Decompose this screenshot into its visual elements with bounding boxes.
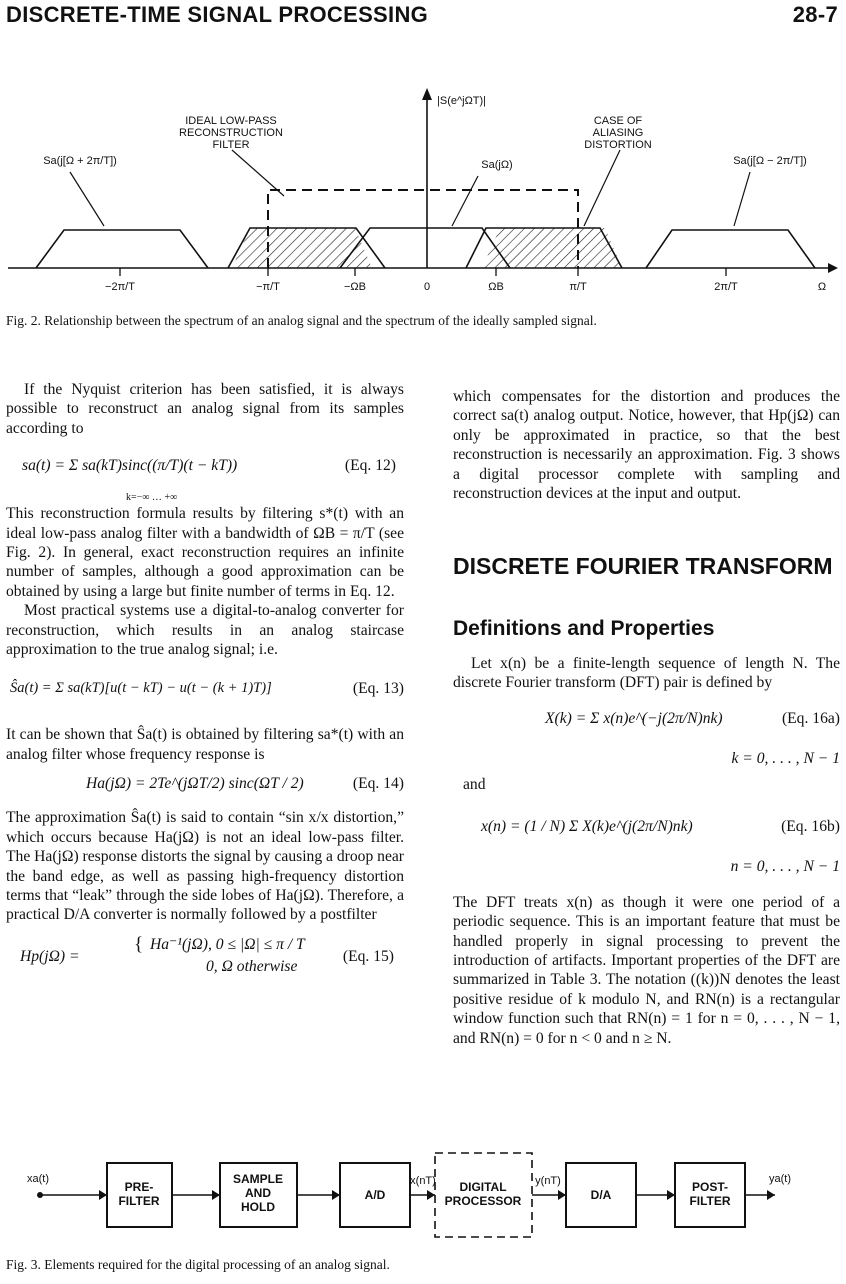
block-label: PROCESSOR	[444, 1194, 522, 1208]
fig3-block-diagram	[0, 1138, 846, 1258]
signal-label: ya(t)	[769, 1173, 791, 1185]
and-word: and	[463, 775, 486, 793]
equation-number: (Eq. 16b)	[781, 817, 840, 835]
equation-case: 0, Ω otherwise	[206, 957, 298, 975]
tick-label: π/T	[569, 281, 587, 293]
equation-body: X(k) = Σ x(n)e^(−j(2π/N)nk)	[545, 709, 723, 727]
equation-16b	[453, 801, 840, 857]
equation-13	[6, 659, 404, 725]
left-column	[6, 380, 404, 987]
block-label: D/A	[590, 1188, 612, 1202]
signal-label: y(nT)	[535, 1175, 561, 1187]
paragraph: This reconstruction formula results by filtering s*(t) with an ideal low-pass analog filter with a bandwidth of ΩB = π/T (see Fig. 2). In general, exact reconstruction requires an infinite number of samples, although a good approximation can be obtained by using a large but finite number of terms in Eq. 12.	[6, 505, 404, 600]
left-image-label: Sa(j[Ω + 2π/T])	[43, 155, 117, 167]
page-number: 28-7	[792, 2, 838, 27]
equation-body: sa(t) = Σ sa(kT)sinc((π/T)(t − kT))	[22, 457, 238, 475]
fig2-caption: Fig. 2. Relationship between the spectrum of an analog signal and the spectrum of the ideally sampled signal.	[6, 313, 597, 328]
aliasing-overlap-left	[232, 228, 372, 268]
tick-label: 0	[423, 281, 431, 293]
equation-number: (Eq. 12)	[344, 457, 396, 475]
block-label: A/D	[364, 1188, 386, 1202]
block-label: AND	[245, 1186, 271, 1200]
ideal-filter-label-2: RECONSTRUCTION	[179, 127, 283, 139]
aliasing-overlap-right	[482, 228, 622, 268]
tick-label: Ω	[817, 281, 827, 293]
equation-16a-range	[453, 749, 840, 775]
section-heading: DISCRETE FOURIER TRANSFORM	[453, 553, 833, 579]
block-label: PRE-	[124, 1180, 154, 1194]
spectrum-right-image	[646, 230, 815, 268]
equation-body: Ŝa(t) = Σ sa(kT)[u(t − kT) − u(t − (k + 1)T)]	[10, 680, 272, 697]
ideal-filter-label-3: FILTER	[212, 139, 250, 151]
signal-label: xa(t)	[27, 1173, 49, 1185]
equation-15	[6, 925, 404, 987]
paragraph: If the Nyquist criterion has been satisfied, it is always possible to reconstruct an analog signal from its samples according to	[6, 381, 404, 437]
running-title: DISCRETE-TIME SIGNAL PROCESSING	[6, 2, 429, 27]
tick-label: −ΩB	[344, 281, 366, 293]
y-axis-label: |S(e^jΩT)|	[437, 95, 487, 107]
signal-label: x(nT)	[410, 1175, 436, 1187]
subsection-heading: Definitions and Properties	[453, 617, 715, 640]
block-label: FILTER	[689, 1194, 731, 1208]
block-label: HOLD	[241, 1200, 275, 1214]
block-label: SAMPLE	[232, 1172, 284, 1186]
equation-12	[6, 438, 404, 504]
equation-lhs: Hp(jΩ) =	[20, 947, 80, 965]
paragraph: Most practical systems use a digital-to-analog converter for reconstruction, which results in an analog staircase approximation to the true analog signal; i.e.	[6, 602, 404, 659]
right-column-top	[453, 387, 840, 503]
fig2-spectrum-diagram	[0, 80, 846, 295]
axis-arrow-up	[422, 88, 432, 100]
summation-limits: k=−∞ … +∞	[126, 492, 178, 504]
equation-16b-range	[453, 857, 840, 893]
ideal-filter-label-1: IDEAL LOW-PASS	[185, 115, 277, 127]
equation-14	[6, 764, 404, 808]
block-label: DIGITAL	[459, 1180, 507, 1194]
equation-number: (Eq. 16a)	[781, 709, 840, 727]
tick-label: −π/T	[256, 281, 280, 293]
equation-range: n = 0, . . . , N − 1	[730, 857, 840, 875]
block-label: FILTER	[118, 1194, 160, 1208]
page-header	[6, 2, 838, 30]
right-column-bottom	[453, 654, 840, 1048]
block-label: POST-	[691, 1180, 729, 1194]
axis-arrow-right	[828, 263, 838, 273]
spectrum-left-image	[36, 230, 208, 268]
tick-label: −2π/T	[105, 281, 135, 293]
equation-case: Ha⁻¹(jΩ), 0 ≤ |Ω| ≤ π / T	[150, 935, 305, 953]
aliasing-label-2: ALIASING	[592, 127, 644, 139]
paragraph: The DFT treats x(n) as though it were one period of a periodic sequence. This is an important feature that must be handled properly in signal processing to prevent the introduction of artifacts. Important properties of the DFT are summarized in Table 3. The notation ((k))N denotes the least positive residue of k modulo N, and RN(n) is a rectangular window function such that RN(n) = 1 for n = 0, . . . , N − 1, and RN(n) = 0 for n < 0 and n ≥ N.	[453, 893, 840, 1047]
equation-range: k = 0, . . . , N − 1	[731, 749, 840, 767]
tick-label: ΩB	[488, 281, 504, 293]
equation-body: x(n) = (1 / N) Σ X(k)e^(j(2π/N)nk)	[481, 817, 693, 835]
paragraph: It can be shown that Ŝa(t) is obtained by filtering sa*(t) with an analog filter whose frequency response is	[6, 726, 404, 763]
right-image-label: Sa(j[Ω − 2π/T])	[733, 155, 807, 167]
paragraph: Let x(n) be a finite-length sequence of length N. The discrete Fourier transform (DFT) pair is defined by	[453, 655, 840, 692]
equation-number: (Eq. 14)	[352, 775, 404, 793]
equation-16a	[453, 693, 840, 749]
equation-number: (Eq. 15)	[342, 947, 394, 965]
fig3-caption: Fig. 3. Elements required for the digital processing of an analog signal.	[6, 1257, 390, 1272]
paragraph: which compensates for the distortion and produces the correct sa(t) analog output. Notice, however, that Hp(jΩ) can only be approximated in practice, so that the best reconstruction is necessarily an approximation. Fig. 3 shows a digital processor complete with sampling and reconstruction devices at the input and output.	[453, 388, 840, 503]
aliasing-label-3: DISTORTION	[584, 139, 652, 151]
aliasing-label-1: CASE OF	[593, 115, 643, 127]
paragraph: The approximation Ŝa(t) is said to contain “sin x/x distortion,” which occurs because Ha(jΩ) is not an ideal low-pass filter. The Ha(jΩ) response distorts the signal by causing a droop near the band edge, as well as passing high-frequency distortion terms that “leak” through the side lobes of Ha(jΩ). Therefore, a practical D/A converter is normally followed by a postfilter	[6, 809, 404, 924]
equation-number: (Eq. 13)	[352, 680, 404, 698]
brace-left: {	[134, 933, 144, 955]
equation-body: Ha(jΩ) = 2Te^(jΩT/2) sinc(ΩT / 2)	[86, 775, 304, 793]
tick-label: 2π/T	[714, 281, 738, 293]
baseband-label: Sa(jΩ)	[481, 159, 513, 171]
